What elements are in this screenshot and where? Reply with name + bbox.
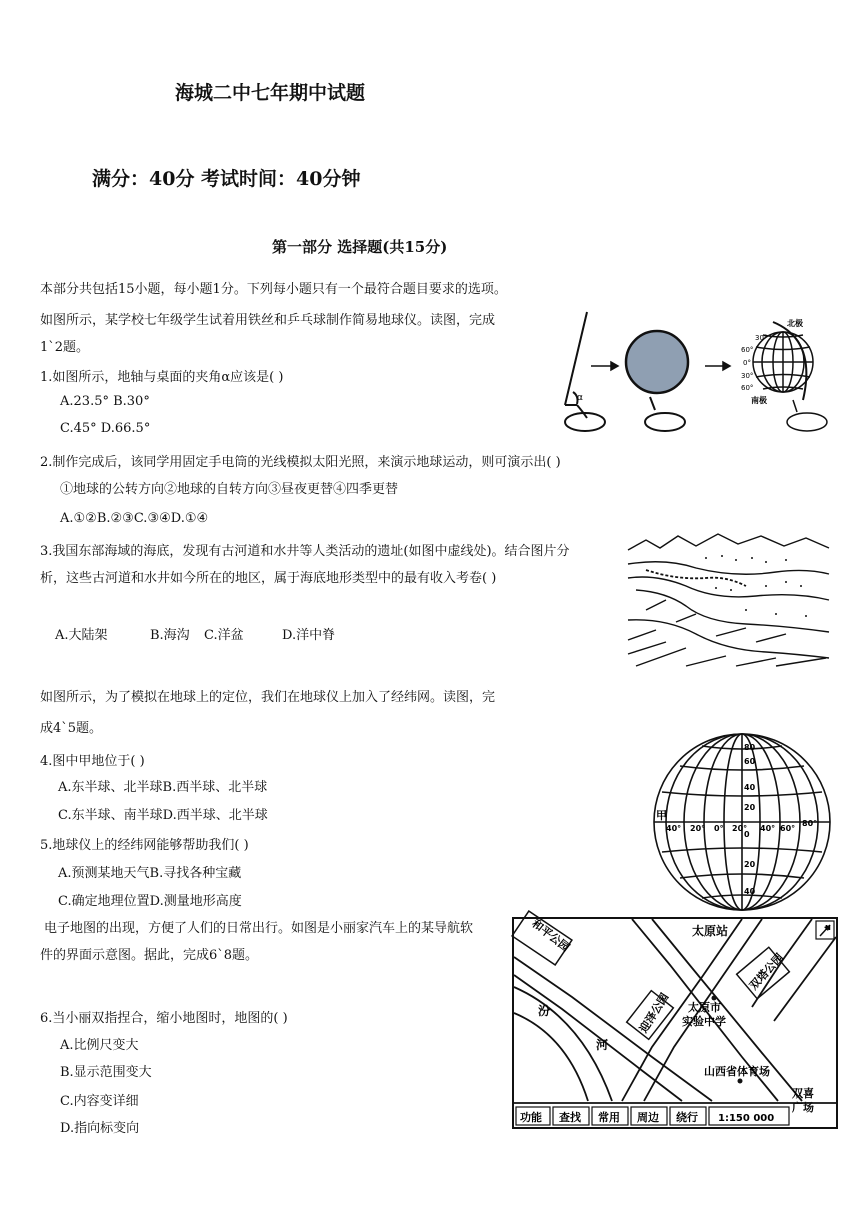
latlong-globe xyxy=(652,732,832,912)
lat-label: 60° xyxy=(741,384,754,392)
group2-stem-line1: 如图所示，为了模拟在地球上的定位，我们在地球仪上加入了经纬网。读图，完 xyxy=(40,690,496,705)
group3-stem-line1: 电子地图的出现，方便了人们的日常出行。如图是小丽家汽车上的某导航软 xyxy=(44,921,474,936)
lat-label: 80 xyxy=(744,743,756,752)
map-scale-label: 1:150 000 xyxy=(718,1113,775,1124)
lon-label: 20° xyxy=(732,824,748,833)
q6-option-a: A.比例尺变大 xyxy=(60,1038,139,1053)
taiyuan-station-label: 太原站 xyxy=(692,924,729,938)
q1-options-row2: C.45° D.66.5° xyxy=(60,421,151,436)
group2-stem-line2: 成4`5题。 xyxy=(40,721,103,736)
q3-stem-line1: 3.我国东部海域的海底，发现有古河道和水井等人类活动的遗址(如图中虚线处)。结合图片分 xyxy=(40,544,570,559)
globe-making-figure xyxy=(555,300,845,440)
school-label-line2: 实验中学 xyxy=(682,1015,726,1028)
toolbar-label: 查找 xyxy=(559,1111,581,1124)
q1-stem: 1.如图所示，地轴与桌面的夹角α应该是( ) xyxy=(40,370,284,385)
group3-stem-line2: 件的界面示意图。据此，完成6`8题。 xyxy=(40,948,259,963)
navigation-map xyxy=(512,917,838,1129)
q4-options-row2: C.东半球、南半球D.西半球、北半球 xyxy=(58,808,268,823)
river-label-1: 汾 xyxy=(538,1004,551,1018)
river-label-2: 河 xyxy=(596,1038,609,1052)
point-jia-label: 甲 xyxy=(656,809,667,822)
lat-label: 30° xyxy=(741,372,754,380)
lon-label: 40° xyxy=(666,824,682,833)
q1-options-row1: A.23.5° B.30° xyxy=(60,394,150,409)
q3-option-c: C.洋盆 xyxy=(204,628,244,643)
school-label-line1: 太原市 xyxy=(688,1001,721,1014)
lat-label: 40 xyxy=(744,887,756,896)
toolbar-label: 常用 xyxy=(598,1111,620,1124)
park-left-label: 和平公园 xyxy=(529,916,573,955)
q6-stem: 6.当小丽双指捏合，缩小地图时，地图的( ) xyxy=(40,1011,288,1026)
square-label-line2: 广场 xyxy=(792,1101,814,1114)
lat-label: 0° xyxy=(743,359,751,367)
south-pole-label: 南极 xyxy=(751,396,767,405)
q6-option-b: B.显示范围变大 xyxy=(60,1065,152,1080)
arrow-right-icon xyxy=(705,362,730,370)
arrow-right-icon xyxy=(591,362,618,370)
lon-label: 20° xyxy=(690,824,706,833)
q3-option-b: B.海沟 xyxy=(150,628,190,643)
compass-label: N xyxy=(825,924,831,932)
q4-stem: 4.图中甲地位于( ) xyxy=(40,754,145,769)
exam-title: 海城二中七年期中试题 xyxy=(175,82,366,104)
q4-options-row1: A.东半球、北半球B.西半球、北半球 xyxy=(58,780,268,795)
section-intro: 本部分共包括15小题，每小题1分。下列每小题只有一个最符合题目要求的选项。 xyxy=(40,282,507,297)
q2-items: ①地球的公转方向②地球的自转方向③昼夜更替④四季更替 xyxy=(60,482,399,497)
wire-stand xyxy=(565,312,605,431)
alpha-label: α xyxy=(577,393,583,403)
section-title: 第一部分 选择题(共15分) xyxy=(272,238,448,256)
lon-label: 80° xyxy=(802,819,818,828)
lat-label: 30° xyxy=(755,334,768,342)
q2-options: A.①②B.②③C.③④D.①④ xyxy=(60,511,209,526)
park-center-label: 迎泽公园 xyxy=(637,990,672,1036)
stadium-label: 山西省体育场 xyxy=(704,1065,770,1078)
toolbar-label: 功能 xyxy=(520,1111,542,1124)
q6-option-c: C.内容变详细 xyxy=(60,1094,139,1109)
lat-label: 20 xyxy=(744,803,756,812)
lat-label: 20 xyxy=(744,860,756,869)
q3-option-d: D.洋中脊 xyxy=(282,628,336,643)
lat-label: 0 xyxy=(744,830,750,839)
park-right-label: 双塔公园 xyxy=(746,951,787,993)
school-marker xyxy=(712,996,717,1001)
q3-option-a: A.大陆架 xyxy=(55,628,108,643)
lon-label: 60° xyxy=(780,824,796,833)
seabed-sketch xyxy=(626,530,831,670)
toolbar-label: 绕行 xyxy=(676,1111,698,1124)
q5-options-row2: C.确定地理位置D.测量地形高度 xyxy=(58,894,242,909)
score-line: 满分：40分 考试时间：40分钟 xyxy=(92,168,361,190)
group1-stem-line1: 如图所示，某学校七年级学生试着用铁丝和乒乓球制作简易地球仪。读图，完成 xyxy=(40,313,496,328)
q2-stem: 2.制作完成后，该同学用固定手电筒的光线模拟太阳光照，来演示地球运动，则可演示出( ) xyxy=(40,455,561,470)
lat-label: 40 xyxy=(744,783,756,792)
q3-stem-line2: 析，这些古河道和水井如今所在的地区，属于海底地形类型中的最有收入考卷( ) xyxy=(40,571,497,586)
ping-pong-ball xyxy=(626,331,688,393)
group1-stem-line2: 1`2题。 xyxy=(40,340,90,355)
lat-label: 60° xyxy=(741,346,754,354)
q6-option-d: D.指向标变向 xyxy=(60,1121,140,1136)
lon-label: 0° xyxy=(714,824,724,833)
north-pole-label: 北极 xyxy=(787,319,803,328)
q5-options-row1: A.预测某地天气B.寻找各种宝藏 xyxy=(58,866,242,881)
q5-stem: 5.地球仪上的经纬网能够帮助我们( ) xyxy=(40,838,249,853)
stadium-marker xyxy=(738,1079,743,1084)
lon-label: 40° xyxy=(760,824,776,833)
lat-label: 60 xyxy=(744,757,756,766)
toolbar-label: 周边 xyxy=(637,1111,659,1124)
square-label-line1: 双喜 xyxy=(792,1087,814,1100)
